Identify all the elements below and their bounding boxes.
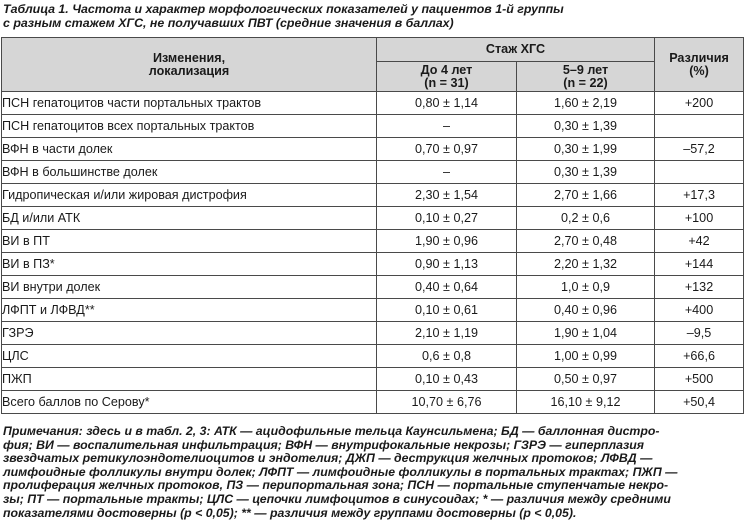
table-row: [2, 276, 744, 299]
row-label: ВИ в ПТ: [2, 230, 377, 253]
value-diff: +50,4: [655, 391, 744, 414]
notes-line: показателями достоверны (p < 0,05); ** — различия между группами достоверны (p < 0,05).: [3, 505, 577, 520]
row-label: ВФН в части долек: [2, 138, 377, 161]
row-label: БД и/или АТК: [2, 207, 377, 230]
value-group-a: 0,10 ± 0,27: [377, 207, 517, 230]
value-group-b: 2,70 ± 1,66: [517, 184, 655, 207]
table-row: [2, 138, 744, 161]
value-group-a: 1,90 ± 0,96: [377, 230, 517, 253]
value-group-b: 1,60 ± 2,19: [517, 92, 655, 115]
table-body: [2, 92, 744, 414]
column-header-diff: Различия (%): [655, 38, 744, 92]
column-group-header: Стаж ХГС: [377, 38, 655, 62]
table-notes: [3, 425, 745, 520]
table-row: [2, 253, 744, 276]
value-group-a: 0,6 ± 0,8: [377, 345, 517, 368]
table-row: [2, 161, 744, 184]
notes-line: зы; ПТ — портальные тракты; ЦЛС — цепочки лимфоцитов в синусоидах; * — различия между средними: [3, 491, 671, 506]
value-group-a: 0,40 ± 0,64: [377, 276, 517, 299]
data-table: [1, 37, 744, 414]
value-group-b: 1,90 ± 1,04: [517, 322, 655, 345]
value-diff: +144: [655, 253, 744, 276]
table-row: [2, 345, 744, 368]
value-diff: [655, 115, 744, 138]
value-group-a: 0,90 ± 1,13: [377, 253, 517, 276]
value-diff: +500: [655, 368, 744, 391]
row-label: ПЖП: [2, 368, 377, 391]
value-diff: +42: [655, 230, 744, 253]
value-diff: +17,3: [655, 184, 744, 207]
column-header-group-a: До 4 лет (n = 31): [377, 62, 517, 92]
row-label: ЛФПТ и ЛФВД**: [2, 299, 377, 322]
value-diff: +132: [655, 276, 744, 299]
table-row: [2, 391, 744, 414]
value-group-a: 0,10 ± 0,43: [377, 368, 517, 391]
notes-line: звездчатых ретикулоэндотелиоцитов и эндотелия; ДЖП — деструкция желчных протоков; ЛФВД —: [3, 451, 653, 466]
table-row: [2, 368, 744, 391]
table-row: [2, 322, 744, 345]
row-label: ПСН гепатоцитов части портальных трактов: [2, 92, 377, 115]
value-group-b: 0,50 ± 0,97: [517, 368, 655, 391]
column-header-group-b: 5–9 лет (n = 22): [517, 62, 655, 92]
row-label: ВИ в ПЗ*: [2, 253, 377, 276]
notes-line: пролиферация желчных протоков, ПЗ — перипортальная зона; ПСН — портальные ступенчатые некро-: [3, 478, 669, 493]
table-row: [2, 115, 744, 138]
value-group-a: 0,70 ± 0,97: [377, 138, 517, 161]
row-label: ВИ внутри долек: [2, 276, 377, 299]
value-group-a: 0,10 ± 0,61: [377, 299, 517, 322]
notes-line: Примечания: здесь и в табл. 2, 3: АТК — ацидофильные тельца Каунсильмена; БД — баллонная дистро-: [3, 424, 660, 438]
value-group-b: 0,30 ± 1,99: [517, 138, 655, 161]
table-row: [2, 92, 744, 115]
notes-line: лимфоидные фолликулы внутри долек; ЛФПТ — лимфоидные фолликулы в портальных трактах; ПЖП —: [3, 464, 678, 479]
caption-line-2: с разным стажем ХГС, не получавших ПВТ (средние значения в баллах): [3, 16, 454, 30]
value-diff: [655, 161, 744, 184]
caption-line-1: Таблица 1. Частота и характер морфологических показателей у пациентов 1-й группы: [3, 2, 564, 16]
value-diff: –57,2: [655, 138, 744, 161]
table-caption: [3, 2, 743, 30]
row-label: ГЗРЭ: [2, 322, 377, 345]
table-row: [2, 207, 744, 230]
row-label: Гидропическая и/или жировая дистрофия: [2, 184, 377, 207]
value-group-a: 2,30 ± 1,54: [377, 184, 517, 207]
value-group-b: 0,2 ± 0,6: [517, 207, 655, 230]
table-row: [2, 230, 744, 253]
value-diff: –9,5: [655, 322, 744, 345]
value-group-b: 0,30 ± 1,39: [517, 161, 655, 184]
value-group-b: 2,20 ± 1,32: [517, 253, 655, 276]
row-label: Всего баллов по Серову*: [2, 391, 377, 414]
value-group-b: 1,0 ± 0,9: [517, 276, 655, 299]
notes-line: фия; ВИ — воспалительная инфильтрация; ВФН — внутрифокальные некрозы; ГЗРЭ — гиперплазия: [3, 437, 645, 452]
value-group-a: 2,10 ± 1,19: [377, 322, 517, 345]
value-group-b: 16,10 ± 9,12: [517, 391, 655, 414]
table-row: [2, 299, 744, 322]
value-diff: +66,6: [655, 345, 744, 368]
table-row: [2, 184, 744, 207]
value-group-a: 10,70 ± 6,76: [377, 391, 517, 414]
value-group-b: 0,40 ± 0,96: [517, 299, 655, 322]
value-diff: +200: [655, 92, 744, 115]
value-group-a: 0,80 ± 1,14: [377, 92, 517, 115]
value-group-a: –: [377, 115, 517, 138]
value-diff: +100: [655, 207, 744, 230]
column-header-name: Изменения, локализация: [2, 38, 377, 92]
row-label: ВФН в большинстве долек: [2, 161, 377, 184]
value-group-b: 0,30 ± 1,39: [517, 115, 655, 138]
value-group-b: 1,00 ± 0,99: [517, 345, 655, 368]
value-group-a: –: [377, 161, 517, 184]
value-group-b: 2,70 ± 0,48: [517, 230, 655, 253]
row-label: ЦЛС: [2, 345, 377, 368]
value-diff: +400: [655, 299, 744, 322]
row-label: ПСН гепатоцитов всех портальных трактов: [2, 115, 377, 138]
